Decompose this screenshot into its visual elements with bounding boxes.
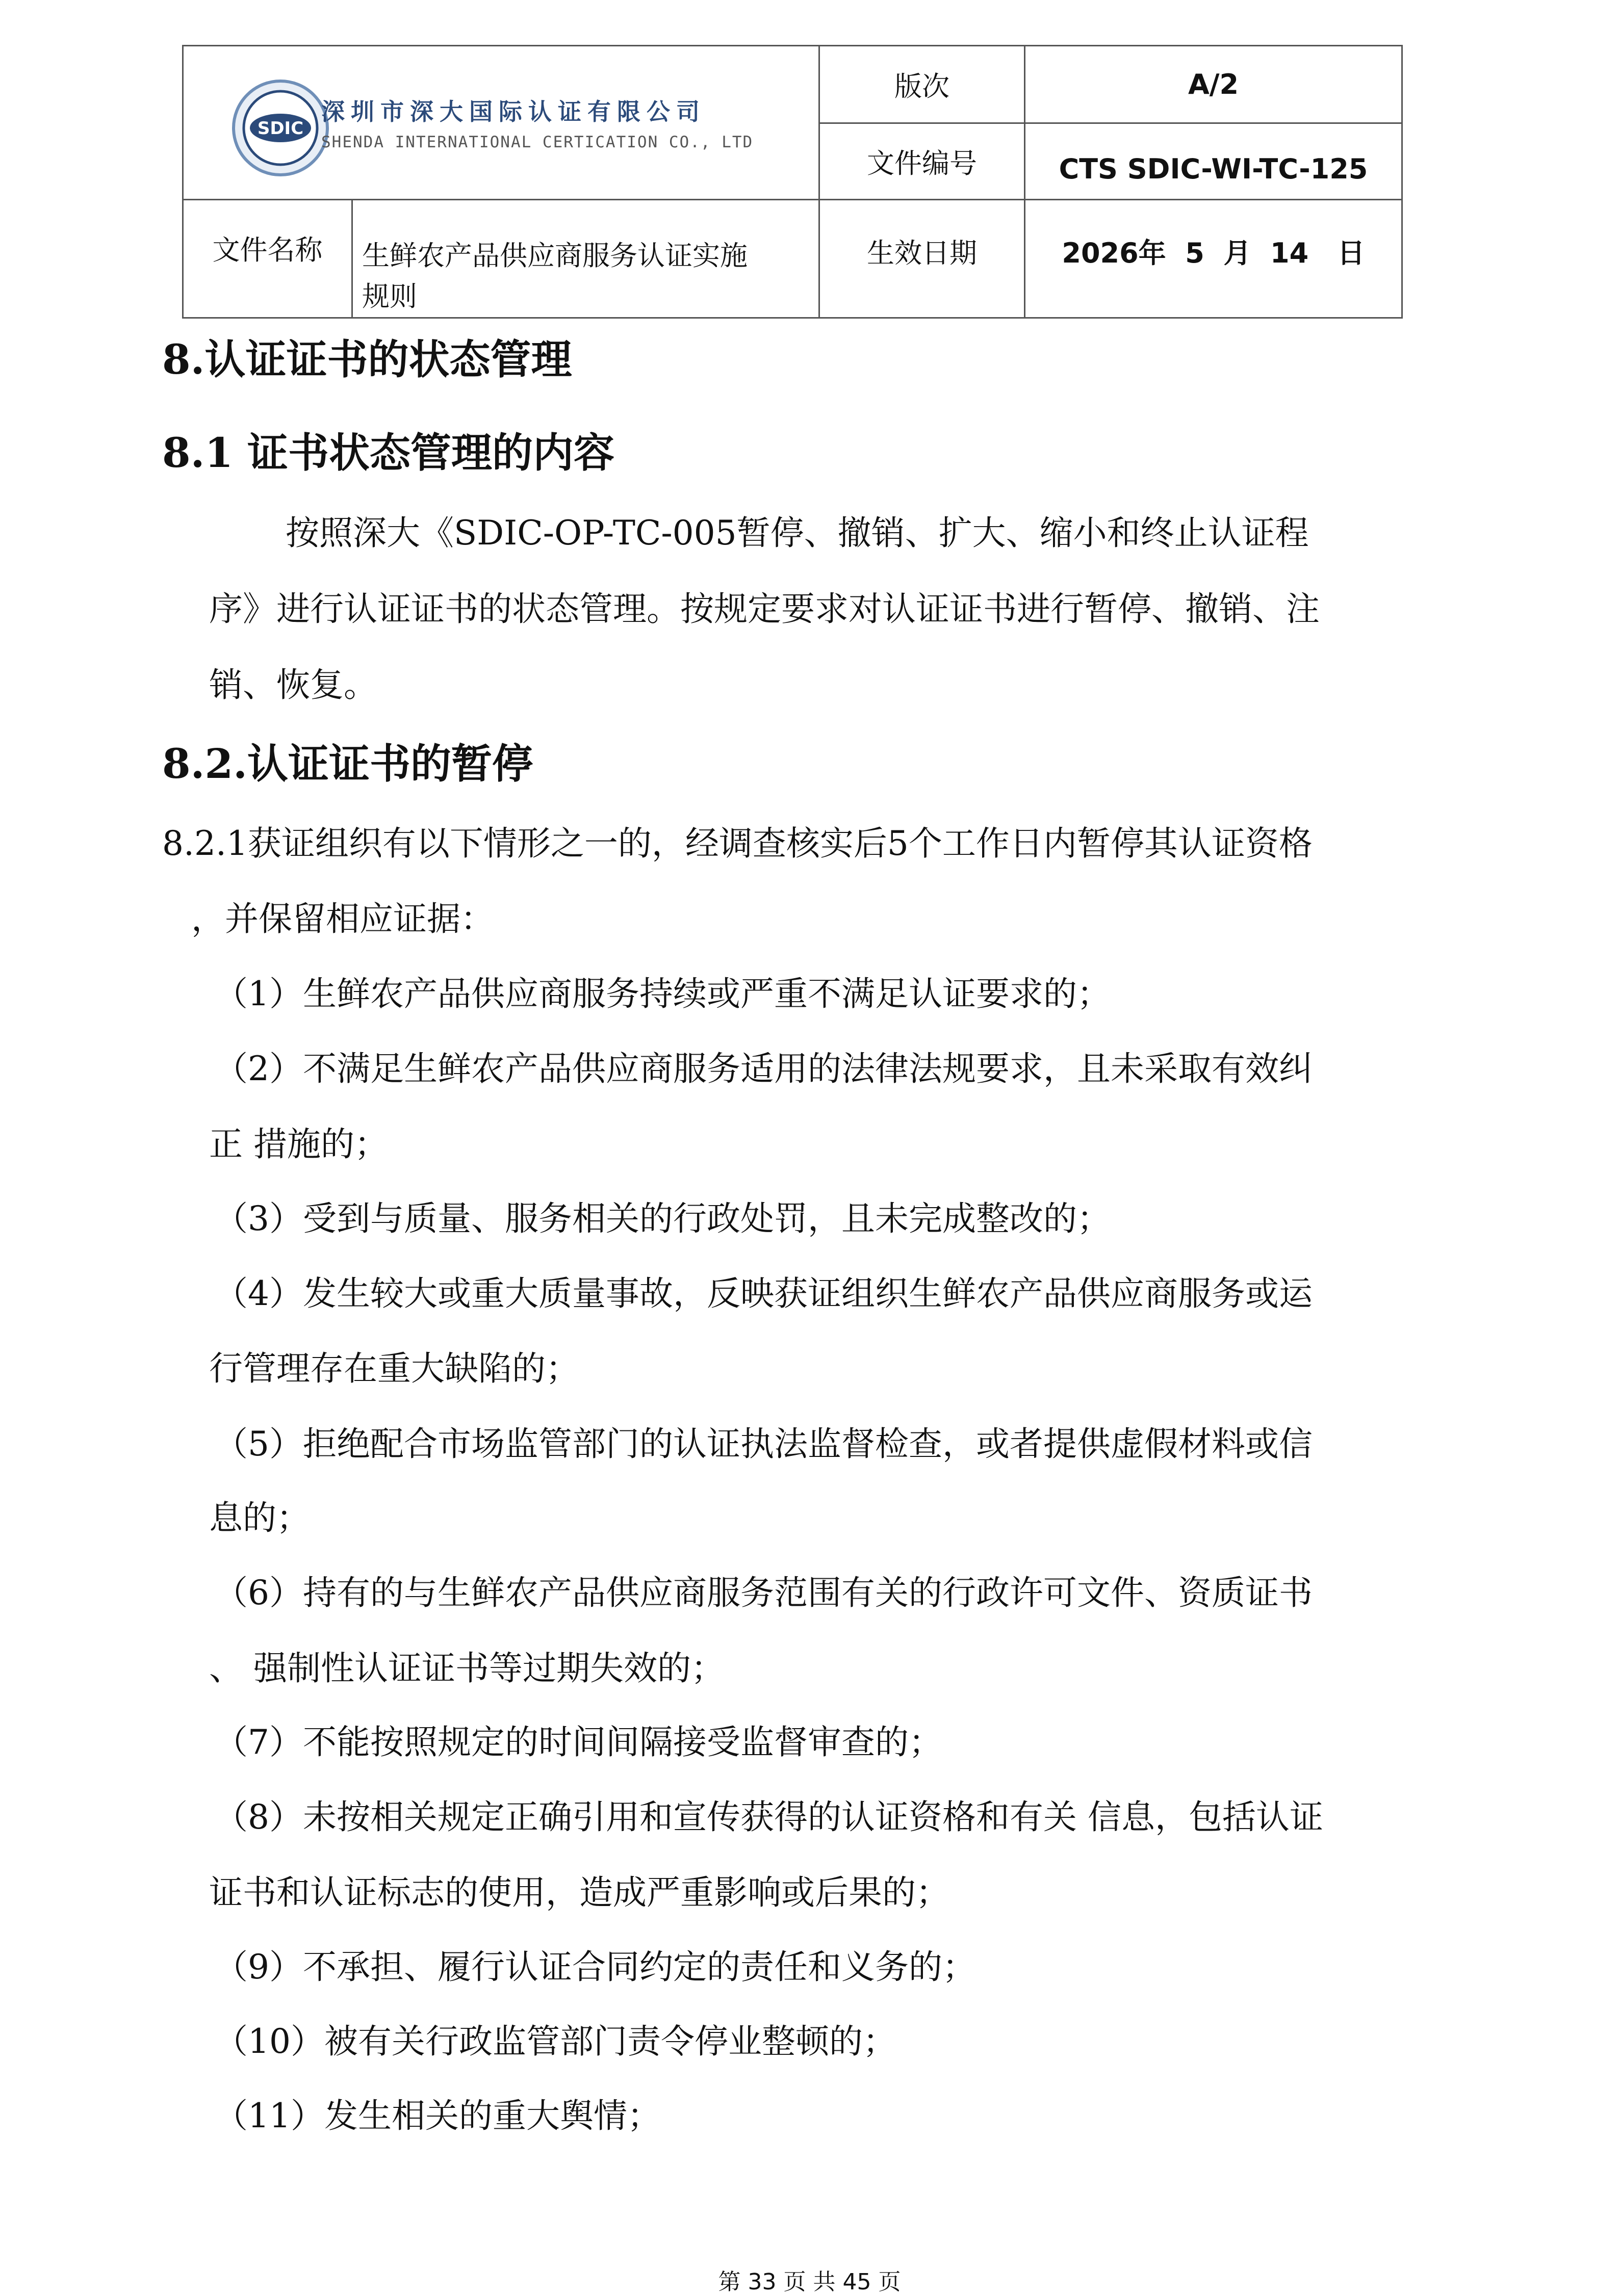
list-item: （10）被有关行政监管部门责令停业整顿的；: [214, 2022, 896, 2061]
list-item-continuation: 息的；: [209, 1498, 310, 1537]
list-item-continuation: 、 强制性认证证书等过期失效的；: [209, 1649, 725, 1688]
list-item-continuation: 证书和认证标志的使用，造成严重影响或后果的；: [209, 1873, 949, 1912]
file-no-label: 文件编号: [818, 122, 1025, 200]
paragraph-line: ，并保留相应证据：: [191, 899, 494, 938]
effective-date-value: 2026年 5 月 14 日: [1024, 199, 1403, 319]
company-logo: [229, 77, 801, 179]
file-name-value: [351, 199, 820, 319]
list-item: （6）持有的与生鲜农产品供应商服务范围有关的行政许可文件、资质证书: [214, 1573, 1313, 1612]
paragraph-line: 序》进行认证证书的状态管理。按规定要求对认证证书进行暂停、撤销、注: [209, 589, 1320, 629]
company-name-en: SHENDA INTERNATIONAL CERTICATION CO., LTD: [321, 133, 754, 151]
list-item: （5）拒绝配合市场监管部门的认证执法监督检查，或者提供虚假材料或信: [214, 1424, 1313, 1464]
effective-date-label: 生效日期: [818, 199, 1025, 319]
version-value: A/2: [1024, 45, 1403, 124]
list-item: （11）发生相关的重大舆情；: [214, 2096, 661, 2135]
paragraph-line: 8.2.1获证组织有以下情形之一的，经调查核实后5个工作日内暂停其认证资格: [162, 824, 1313, 863]
section-heading-8-2: 8.2.认证证书的暂停: [162, 740, 533, 788]
list-item: （4）发生较大或重大质量事故，反映获证组织生鲜农产品供应商服务或运: [214, 1274, 1313, 1313]
header-table: [182, 45, 1403, 319]
section-heading-8-1: 8.1 证书状态管理的内容: [162, 429, 615, 477]
company-name-cn: 深圳市深大国际认证有限公司: [321, 98, 706, 125]
list-item: （9）不承担、履行认证合同约定的责任和义务的；: [214, 1947, 976, 1987]
sdic-seal-icon: [229, 77, 331, 179]
paragraph-line: 按照深大《SDIC-OP-TC-005暂停、撤销、扩大、缩小和终止认证程: [286, 513, 1309, 553]
file-name-line-1: 生鲜农产品供应商服务认证实施: [362, 240, 748, 272]
file-no-value: CTS SDIC-WI-TC-125: [1024, 122, 1403, 200]
paragraph-line: 销、恢复。: [209, 665, 377, 705]
logo-text: SDIC: [257, 118, 304, 139]
page-number: 第 33 页 共 45 页: [718, 2269, 901, 2295]
version-label: 版次: [818, 45, 1025, 124]
section-heading-8: 8.认证证书的状态管理: [162, 335, 572, 383]
file-name-line-2: 规则: [362, 280, 417, 312]
list-item: （8）未按相关规定正确引用和宣传获得的认证资格和有关 信息，包括认证: [214, 1797, 1323, 1837]
list-item: （3）受到与质量、服务相关的行政处罚，且未完成整改的；: [214, 1199, 1111, 1238]
list-item: （2）不满足生鲜农产品供应商服务适用的法律法规要求，且未采取有效纠: [214, 1049, 1313, 1088]
logo-cell: [182, 45, 820, 200]
list-item: （7）不能按照规定的时间间隔接受监督审查的；: [214, 1723, 942, 1762]
file-name-label: 文件名称: [182, 199, 353, 319]
list-item-continuation: 行管理存在重大缺陷的；: [209, 1349, 579, 1388]
list-item-continuation: 正 措施的；: [209, 1125, 388, 1164]
list-item: （1）生鲜农产品供应商服务持续或严重不满足认证要求的；: [214, 974, 1111, 1013]
